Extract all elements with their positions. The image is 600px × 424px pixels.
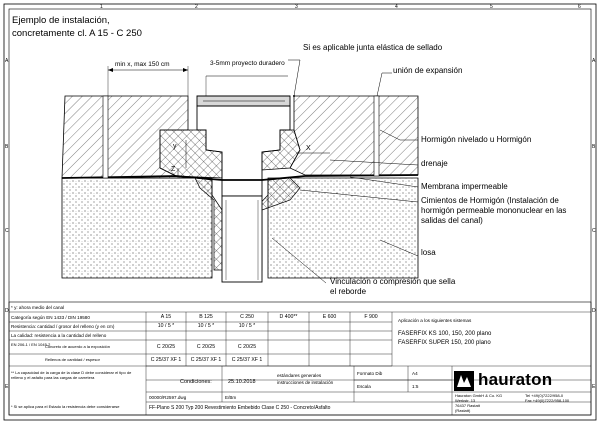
company-logo-text: hauraton [478, 370, 553, 389]
ruler-letter: B [5, 144, 9, 150]
drawing-number: 00000/R2597.dwg [149, 395, 187, 400]
callout-seal: Si es aplicable junta elástica de sellado [303, 43, 443, 52]
scale-value: 1:5 [412, 384, 419, 389]
dimension-y: y [173, 143, 177, 150]
scale-label: Escala [357, 384, 371, 389]
callout-drain: drenaje [421, 159, 448, 168]
ruler-letter: C [592, 228, 596, 234]
concrete-cell: C 20/25 [237, 344, 257, 350]
format-value: A4 [412, 371, 418, 376]
thickness-cell: 10 / 5 * [197, 323, 215, 329]
row-code-en206: EN 206-1 / EN 1045-2 [11, 342, 51, 347]
outlet-pipe [222, 196, 262, 282]
ruler-letter: A [5, 58, 9, 64]
company-phone: Tel +49(0)7222/958-0 [525, 393, 564, 398]
concrete-cell: C 20/25 [156, 344, 176, 350]
class-header: D 400** [279, 314, 298, 320]
gap-dimension-label: 3-5mm proyecto duradero [210, 60, 285, 67]
callout-concrete: Hormigón nivelado u Hormigón [421, 135, 532, 144]
ruler-number: 6 [578, 4, 581, 10]
row-label-exposure: Concreto de acuerdo a la exposición [45, 344, 110, 349]
row-label-thickness: Resistencia: cantidad / grosor del relleno (y en cm) [11, 324, 115, 329]
system-line-1: FASERFIX KS 100, 150, 200 plano [398, 331, 492, 337]
callout-foundation-1: Cimientos de Hormigón (Instalación de [421, 196, 559, 205]
ruler-letter: E [5, 384, 9, 390]
drawing-reference: E/Bm [225, 395, 237, 400]
mesh-cell: C 25/37 XF 1 [231, 357, 263, 363]
mesh-cell: C 25/37 XF 1 [190, 357, 222, 363]
ruler-letter: E [592, 384, 596, 390]
expansion-joint [374, 96, 379, 176]
ruler-number: 5 [490, 4, 493, 10]
ruler-number: 4 [395, 4, 398, 10]
callout-foundation-2: hormigón permeable mononuclear en las [421, 206, 567, 215]
footnote-state: * Si se aplica para el Estado la resistencia debe considerarse [11, 404, 120, 409]
hauraton-logo-icon [454, 371, 474, 391]
class-header: C 250 [240, 314, 254, 320]
thickness-cell: 10 / 5 * [157, 323, 175, 329]
callout-membrane: Membrana impermeable [421, 182, 508, 191]
ruler-letter: D [5, 308, 9, 314]
ruler-number: 1 [100, 4, 103, 10]
class-header: F 900 [364, 314, 378, 320]
ruler-letter: B [592, 144, 596, 150]
ruler-letter: D [592, 308, 596, 314]
ruler-letter: A [592, 58, 596, 64]
base-slab [62, 178, 212, 278]
ruler-number: 2 [195, 4, 198, 10]
drawing-subtitle: concretamente cl. A 15 - C 250 [12, 28, 142, 39]
row-label-category: Categoría según EN 1433 / DIN 19580 [11, 315, 90, 320]
upper-pavement-right [290, 96, 418, 175]
installation-instructions: instrucciones de instalación [277, 380, 334, 385]
general-standards: estándares generales [277, 373, 322, 378]
conditions-label: Condiciones: [180, 379, 212, 385]
footnote-class-d: ** La capacidad de la carga de la clase D debe considerar el tipo de relleno y el asfalto para las cargas de carretera [11, 370, 132, 380]
table-note-y: * y: ahora medio del canal [11, 305, 65, 310]
width-dimension-label: min x, max 150 cm [115, 61, 170, 68]
system-line-2: FASERFIX SUPER 150, 200 plano [398, 340, 491, 346]
company-address-1: Hauraton GmbH & Co. KG [455, 393, 503, 398]
ruler-number: 3 [295, 4, 298, 10]
concrete-cell: C 20/25 [196, 344, 216, 350]
cross-section-drawing [62, 60, 418, 283]
drawing-date: 25.10.2018 [228, 379, 256, 385]
company-address-2: Werkstr. 13 [455, 398, 476, 403]
company-address-3: 76437 Rastatt [455, 403, 480, 408]
callout-foundation-3: salidas del canal) [421, 216, 483, 225]
callout-vibration-1: Vinculación o compresión que sella [330, 277, 456, 286]
callout-vibration-2: el reborde [330, 287, 367, 296]
dimension-x: X [306, 145, 311, 152]
callout-slab: losa [421, 248, 436, 257]
mesh-cell: C 25/37 XF 1 [150, 357, 182, 363]
applies-to-label: Aplicación a los siguientes sistemas [398, 318, 472, 323]
class-header: B 125 [199, 314, 213, 320]
thickness-cell: 10 / 5 * [238, 323, 256, 329]
format-label: Formato Dib [357, 371, 383, 376]
drawing-caption: FF-Plano S 200 Typ 200 Revestimiento Embebido Clase C 250 - Concreto/Asfalto [149, 405, 331, 411]
class-header: A 15 [160, 314, 172, 320]
row-label-quality: La calidad: resistencia a la cantidad del relleno [11, 333, 107, 338]
company-note: (Rastatt) [455, 408, 471, 413]
class-header: E 600 [322, 314, 337, 320]
ruler-letter: C [5, 228, 9, 234]
company-fax: Fax +49(0)7222/958-100 [525, 398, 570, 403]
row-label-fill: Rellenos de cantidad / espesor [45, 357, 100, 362]
callout-expansion-joint: unión de expansión [393, 66, 463, 75]
dimension-z: Z [171, 166, 176, 173]
drawing-title: Ejemplo de instalación, [12, 15, 110, 26]
expansion-joint [103, 96, 108, 178]
